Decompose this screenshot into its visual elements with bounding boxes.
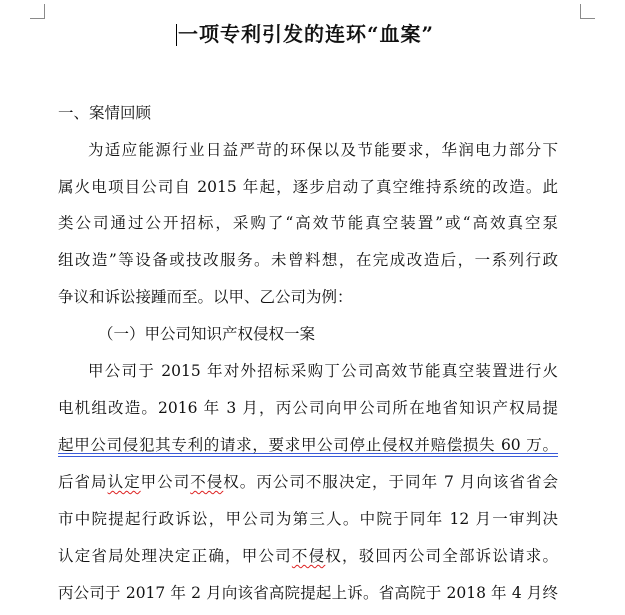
text-run: 权。丙公司不服决定，于同年 7 月向该省省会 <box>223 473 558 491</box>
subsection-heading[interactable]: （一）甲公司知识产权侵权一案 <box>98 325 316 343</box>
paragraph-line[interactable]: 甲公司于 2015 年对外招标采购丁公司高效节能真空装置进行火 <box>88 362 558 380</box>
paragraph-line[interactable]: 属火电项目公司自 2015 年起，逐步启动了真空维持系统的改造。此 <box>58 178 558 196</box>
paragraph-line[interactable]: 争议和诉讼接踵而至。以甲、乙公司为例： <box>58 288 353 306</box>
document-title[interactable]: 一项专利引发的连环“血案” <box>178 22 435 46</box>
grammar-flagged-text: 起甲公司侵犯其专利的请求，要求甲公司停止侵权并赔偿损失 60 万。 <box>58 436 558 454</box>
paragraph-line[interactable]: 电机组改造。2016 年 3 月，丙公司向甲公司所在地省知识产权局提 <box>58 399 558 417</box>
paragraph-line[interactable]: 组改造”等设备或技改服务。未曾料想，在完成改造后，一系列行政 <box>58 251 558 269</box>
paragraph-line[interactable] <box>58 433 558 455</box>
spell-flagged-text: 认定 <box>107 473 141 491</box>
paragraph-line[interactable] <box>58 470 558 492</box>
text-run: 认定省局处理决定正确，甲公司 <box>58 547 292 565</box>
spell-flagged-text: 不侵 <box>190 473 224 491</box>
section-heading[interactable]: 一、案情回顾 <box>58 104 152 122</box>
paragraph-line[interactable]: 类公司通过公开招标，采购了“高效节能真空装置”或“高效真空泵 <box>58 214 558 232</box>
margin-corner-marker <box>580 4 595 19</box>
paragraph-line[interactable]: 市中院提起行政诉讼，甲公司为第三人。中院于同年 12 月一审判决 <box>58 510 558 528</box>
paragraph-line[interactable] <box>58 544 558 566</box>
text-run: 权，驳回丙公司全部诉讼请求。 <box>325 547 558 565</box>
text-run: 后省局 <box>58 473 108 491</box>
text-run: 甲公司 <box>140 473 191 491</box>
spell-flagged-text: 不侵 <box>291 547 326 565</box>
paragraph-line[interactable]: 为适应能源行业日益严苛的环保以及节能要求，华润电力部分下 <box>88 141 558 159</box>
text-cursor <box>176 24 177 46</box>
paragraph-line[interactable]: 丙公司于 2017 年 2 月向该省高院提起上诉。省高院于 2018 年 4 月终 <box>58 584 558 602</box>
margin-corner-marker <box>30 4 45 19</box>
